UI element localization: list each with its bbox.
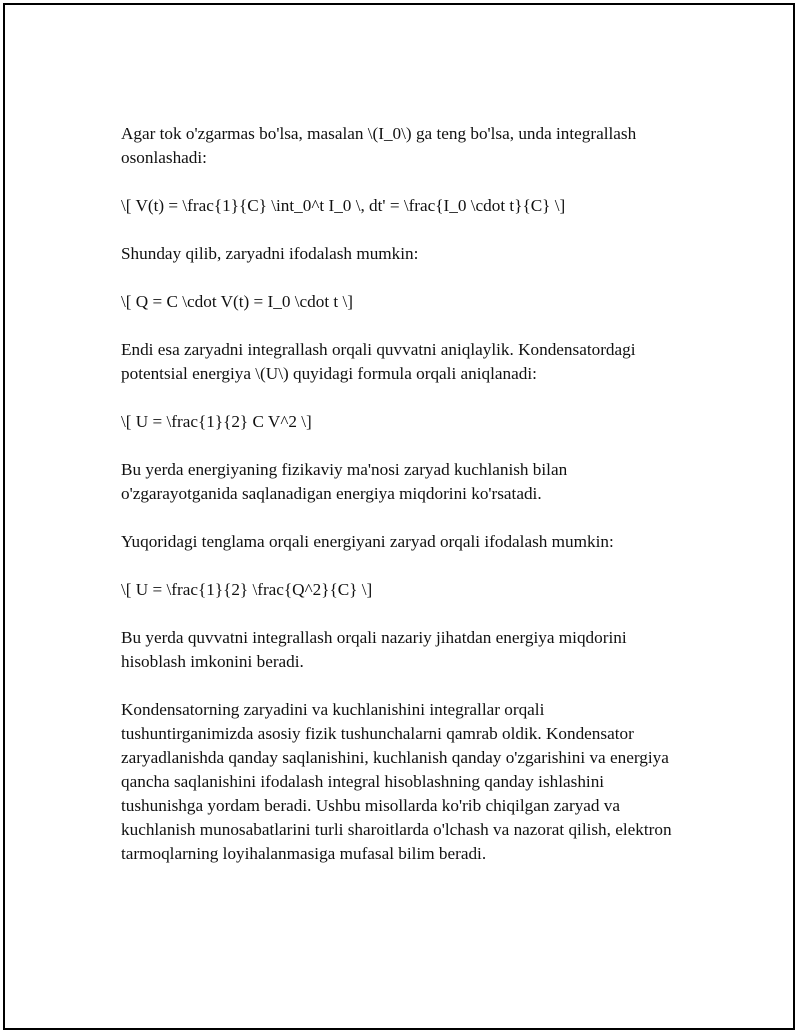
- formula-energy-voltage: \[ U = \frac{1}{2} C V^2 \]: [121, 412, 312, 431]
- document-page: [3, 3, 795, 1030]
- formula-energy-charge: \[ U = \frac{1}{2} \frac{Q^2}{C} \]: [121, 580, 373, 599]
- paragraph-constant-current: Agar tok o'zgarmas bo'lsa, masalan \(I_0\) ga teng bo'lsa, unda integrallash osonlashadi:: [121, 124, 637, 167]
- paragraph-energy-meaning: Bu yerda energiyaning fizikaviy ma'nosi zaryad kuchlanish bilan o'zgarayotganida saqlanadigan energiya miqdorini ko'rsatadi.: [121, 460, 568, 503]
- paragraph-power-integration: Bu yerda quvvatni integrallash orqali nazariy jihatdan energiya miqdorini hisoblash imkonini beradi.: [121, 628, 627, 671]
- document-body: [121, 122, 681, 890]
- formula-voltage: \[ V(t) = \frac{1}{C} \int_0^t I_0 \, dt' = \frac{I_0 \cdot t}{C} \]: [121, 196, 566, 215]
- paragraph-charge-intro: Shunday qilib, zaryadni ifodalash mumkin:: [121, 244, 419, 263]
- paragraph-energy-charge-intro: Yuqoridagi tenglama orqali energiyani zaryad orqali ifodalash mumkin:: [121, 532, 614, 551]
- paragraph-conclusion: Kondensatorning zaryadini va kuchlanishini integrallar orqali tushuntirganimizda asosiy fizik tushunchalarni qamrab oldik. Kondensator zaryadlanishda qanday saqlanishini, kuchlanish qanday o'zgarishini va energiya qancha saqlanishini ifodalash integral hisoblashning qanday ishlashini tushunishga yordam beradi. Ushbu misollarda ko'rib chiqilgan zaryad va kuchlanish munosabatlarini turli sharoitlarda o'lchash va nazorat qilish, elektron tarmoqlarning loyihalanmasiga mufasal bilim beradi.: [121, 700, 672, 863]
- formula-charge: \[ Q = C \cdot V(t) = I_0 \cdot t \]: [121, 292, 353, 311]
- paragraph-energy-intro: Endi esa zaryadni integrallash orqali quvvatni aniqlaylik. Kondensatordagi potentsial energiya \(U\) quyidagi formula orqali aniqlanadi:: [121, 340, 636, 383]
